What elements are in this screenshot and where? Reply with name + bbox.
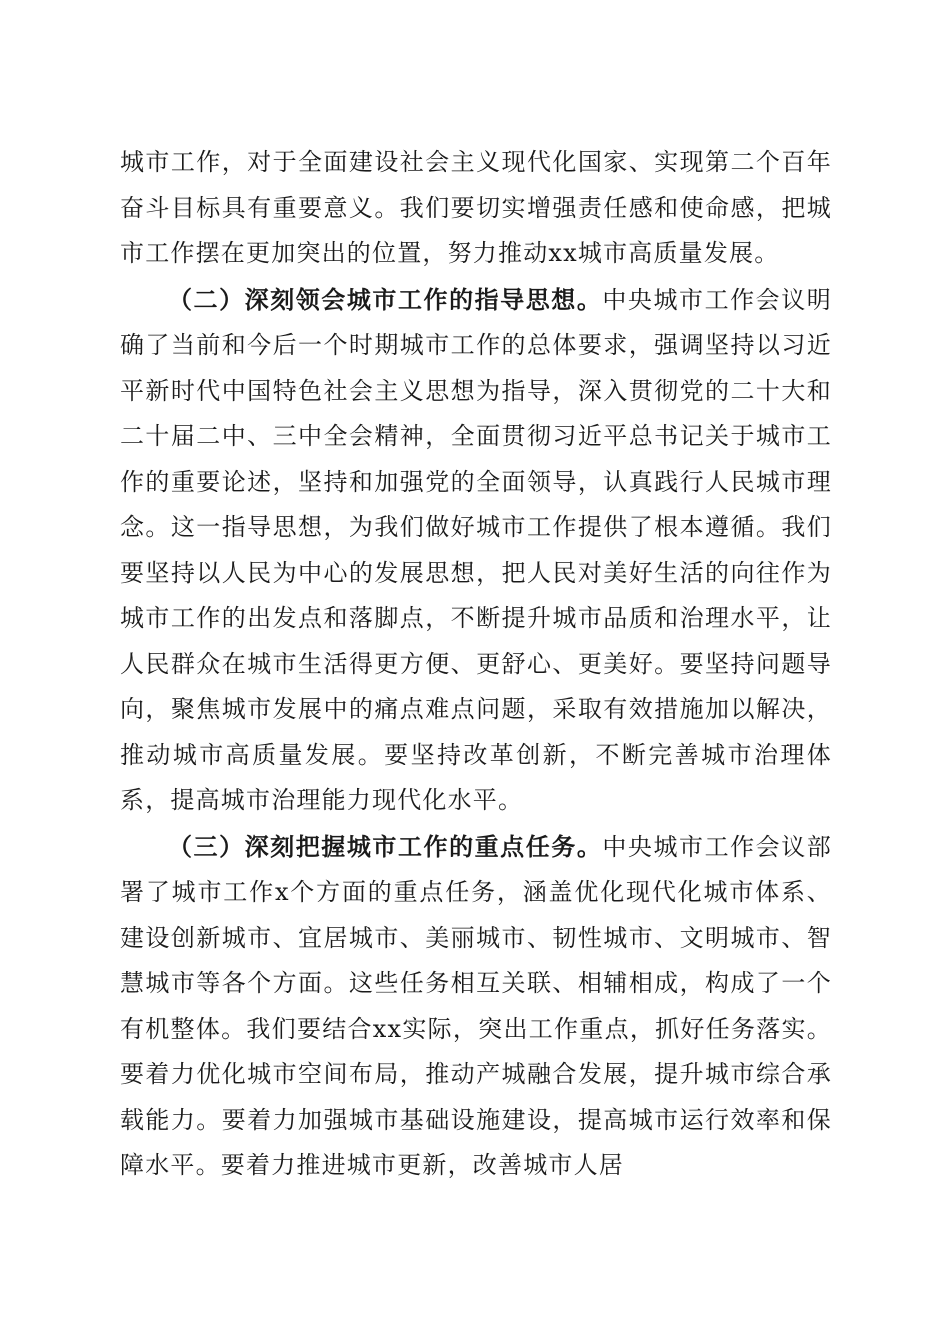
paragraph-text: 中央城市工作会议部署了城市工作x个方面的重点任务，涵盖优化现代化城市体系、建设创新城市、宜居城市、美丽城市、韧性城市、文明城市、智慧城市等各个方面。这些任务相互关联、相辅相成，构成了一个有机整体。我们要结合xx实际，突出工作重点，抓好任务落实。要着力优化城市空间布局，推动产城融合发展，提升城市综合承载能力。要着力加强城市基础设施建设，提高城市运行效率和保障水平。要着力推进城市更新，改善城市人居: [120, 832, 832, 1179]
document-body: [120, 140, 832, 1189]
paragraph-key-tasks: [120, 824, 832, 1189]
section-heading-3: （三）深刻把握城市工作的重点任务。: [168, 831, 603, 861]
paragraph-text: 中央城市工作会议明确了当前和今后一个时期城市工作的总体要求，强调坚持以习近平新时代中国特色社会主义思想为指导，深入贯彻党的二十大和二十届二中、三中全会精神，全面贯彻习近平总书记关于城市工作的重要论述，坚持和加强党的全面领导，认真践行人民城市理念。这一指导思想，为我们做好城市工作提供了根本遵循。我们要坚持以人民为中心的发展思想，把人民对美好生活的向往作为城市工作的出发点和落脚点，不断提升城市品质和治理水平，让人民群众在城市生活得更方便、更舒心、更美好。要坚持问题导向，聚焦城市发展中的痛点难点问题，采取有效措施加以解决，推动城市高质量发展。要坚持改革创新，不断完善城市治理体系，提高城市治理能力现代化水平。: [120, 285, 832, 814]
section-heading-2: （二）深刻领会城市工作的指导思想。: [168, 284, 603, 314]
paragraph-intro-continuation: [120, 140, 832, 277]
paragraph-guiding-thought: [120, 277, 832, 824]
paragraph-text: 城市工作，对于全面建设社会主义现代化国家、实现第二个百年奋斗目标具有重要意义。我们要切实增强责任感和使命感，把城市工作摆在更加突出的位置，努力推动xx城市高质量发展。: [120, 148, 832, 267]
